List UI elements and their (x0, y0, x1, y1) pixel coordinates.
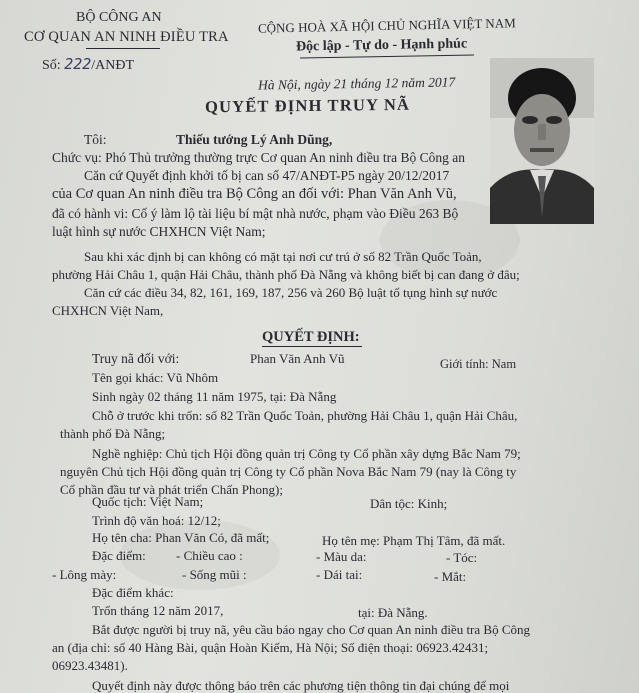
feature-skin: - Màu da: (316, 549, 367, 564)
paragraph-line: Căn cứ Quyết định khởi tố bị can số 47/ANĐT-P5 ngày 20/12/2017 (84, 168, 450, 183)
chucvu-label: Chức vụ: (52, 150, 102, 165)
toi-value: Thiếu tướng Lý Anh Dũng, (176, 132, 333, 147)
father-name: Họ tên cha: Phan Văn Có, đã mất; (92, 530, 270, 545)
number-value: 222 (64, 55, 92, 73)
paragraph-line: đã có hành vi: Cố ý làm lộ tài liệu bí mật nhà nước, phạm vào Điều 263 Bộ (52, 206, 459, 221)
occupation-line: nguyên Chủ tịch Hội đồng quản trị Công ty Cổ phần Nova Bắc Nam 79 (nay là Công ty (60, 464, 517, 479)
feature-eyebrows: - Lông mày: (52, 567, 117, 582)
residence-line: Chỗ ở trước khi trốn: số 82 Trần Quốc Toản, phường Hải Châu 1, quận Hải Châu, (92, 408, 518, 423)
ethnicity: Dân tộc: Kinh; (370, 496, 448, 511)
portrait-image (490, 58, 594, 224)
escape-place: tại: Đà Nẵng. (358, 605, 428, 620)
nationality: Quốc tịch: Việt Nam; (92, 494, 204, 509)
paragraph-line: CHXHCN Việt Nam, (52, 303, 164, 318)
place-date: Hà Nội, ngày 21 tháng 12 năm 2017 (257, 74, 456, 93)
number-label: Số: (42, 58, 61, 73)
truyna-label: Truy nã đối với: (92, 351, 180, 366)
decision-heading: QUYẾT ĐỊNH: (262, 329, 360, 345)
report-line: 06923.43481). (52, 658, 128, 673)
truyna-value: Phan Văn Anh Vũ (250, 351, 345, 366)
chucvu-line (52, 150, 465, 166)
birth-info: Sinh ngày 02 tháng 11 năm 1975, tại: Đà Nẵng (92, 389, 337, 404)
feature-hair: - Tóc: (446, 550, 478, 565)
feature-height: - Chiều cao : (176, 548, 243, 563)
escape-date: Trốn tháng 12 năm 2017, (92, 603, 224, 618)
occupation-line: Nghề nghiệp: Chủ tịch Hội đồng quản trị Công ty Cổ phần xây dựng Bắc Nam 79; (92, 446, 521, 461)
education: Trình độ văn hoá: 12/12; (92, 513, 221, 528)
document-title: QUYẾT ĐỊNH TRUY NÃ (204, 94, 411, 117)
paragraph-line: phường Hải Châu 1, quận Hải Châu, thành phố Đà Nẵng và không biết bị can đang ở đâu; (52, 267, 520, 282)
feature-earlobe: - Dái tai: (316, 567, 363, 582)
number-suffix: /ANĐT (91, 58, 135, 73)
paragraph-line: Sau khi xác định bị can không có mặt tại nơi cư trú ở số 82 Trần Quốc Toản, (84, 249, 482, 264)
document-number (42, 56, 134, 74)
suspect-photo (490, 58, 594, 224)
gender: Giới tính: Nam (440, 357, 517, 371)
paragraph-line: Căn cứ các điều 34, 82, 161, 169, 187, 256 và 260 Bộ luật tố tụng hình sự nước (84, 285, 498, 300)
report-line: Bắt được người bị truy nã, yêu cầu báo ngay cho Cơ quan An ninh điều tra Bộ Công (92, 622, 531, 637)
agency-name: CƠ QUAN AN NINH ĐIỀU TRA (24, 29, 229, 45)
feature-eyes: - Mắt: (434, 569, 467, 584)
agency-underline (86, 48, 160, 49)
national-motto: Độc lập - Tự do - Hạnh phúc (295, 36, 468, 55)
chucvu-value: Phó Thủ trưởng thường trực Cơ quan An ninh điều tra Bộ Công an (105, 150, 466, 165)
closing-line: Quyết định này được thông báo trên các phương tiện thông tin đại chúng để mọi (92, 678, 510, 693)
paragraph-line: của Cơ quan An ninh điều tra Bộ Công an đối với: Phan Văn Anh Vũ, (52, 186, 457, 202)
ministry-name: BỘ CÔNG AN (76, 10, 162, 25)
motto-underline (300, 54, 474, 58)
mother-name: Họ tên mẹ: Phạm Thị Tâm, đã mất. (322, 533, 506, 548)
residence-line: thành phố Đà Nẵng; (60, 426, 166, 441)
report-line: an (địa chỉ: số 40 Hàng Bài, quận Hoàn Kiếm, Hà Nội; Số điện thoại: 06923.42431; (52, 640, 489, 655)
alias: Tên gọi khác: Vũ Nhôm (92, 370, 219, 385)
other-features: Đặc điểm khác: (92, 585, 174, 600)
feature-nose: - Sống mũi : (182, 567, 247, 582)
paragraph-line: luật hình sự nước CHXHCN Việt Nam; (52, 224, 266, 239)
occupation-line: Cổ phần đầu tư và phát triển Chấn Phong); (60, 482, 283, 497)
country-name: CỘNG HOÀ XÃ HỘI CHỦ NGHĨA VIỆT NAM (257, 15, 516, 36)
features-label: Đặc điểm: (92, 548, 146, 563)
toi-label: Tôi: (84, 132, 107, 147)
decision-underline (262, 346, 362, 347)
